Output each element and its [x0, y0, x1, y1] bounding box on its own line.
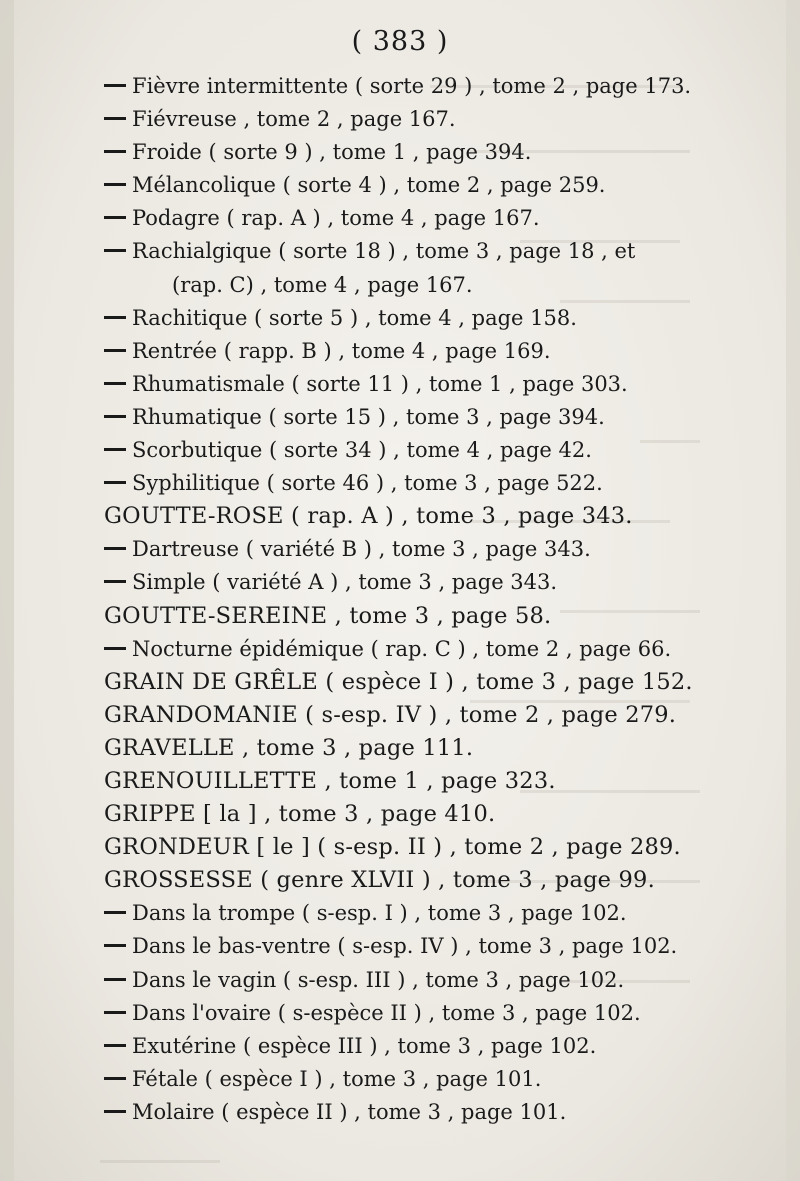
index-main-entry: [0, 500, 800, 533]
entry-text: Dans le vagin ( s-esp. III ) , tome 3 , page 102.: [132, 967, 625, 992]
em-dash-mark: [104, 117, 126, 120]
entry-text: Syphilitique ( sorte 46 ) , tome 3 , page 522.: [132, 471, 603, 496]
index-sub-entry: [0, 1063, 800, 1096]
entry-text: Scorbutique ( sorte 34 ) , tome 4 , page 42.: [132, 438, 592, 463]
index-sub-entry: [0, 136, 800, 169]
entry-text: Fiévreuse , tome 2 , page 167.: [132, 107, 456, 132]
index-sub-entry: [0, 235, 800, 268]
entry-text: GRAIN DE GRÊLE ( espèce I ) , tome 3 , page 152.: [104, 668, 693, 695]
em-dash-mark: [104, 547, 126, 550]
em-dash-mark: [104, 1011, 126, 1014]
em-dash-mark: [104, 481, 126, 484]
entry-text: Rachitique ( sorte 5 ) , tome 4 , page 158.: [132, 305, 577, 330]
index-sub-entry: [0, 1096, 800, 1129]
entry-text: GOUTTE-ROSE ( rap. A ) , tome 3 , page 343.: [104, 503, 633, 530]
index-sub-entry: [0, 302, 800, 335]
entry-text: (rap. C) , tome 4 , page 167.: [172, 272, 473, 297]
em-dash-mark: [104, 448, 126, 451]
em-dash-mark: [104, 316, 126, 319]
entry-text: Fièvre intermittente ( sorte 29 ) , tome 2 , page 173.: [132, 74, 692, 98]
entry-text: GRAVELLE , tome 3 , page 111.: [104, 734, 474, 761]
entry-text: Dans l'ovaire ( s-espèce II ) , tome 3 , page 102.: [132, 1000, 641, 1025]
index-sub-entry: [0, 169, 800, 202]
em-dash-mark: [104, 1077, 126, 1080]
index-sub-entry: [0, 964, 800, 997]
index-sub-entry: [0, 401, 800, 434]
index-sub-entry: [0, 930, 800, 963]
em-dash-mark: [104, 216, 126, 219]
entry-text: Fétale ( espèce I ) , tome 3 , page 101.: [132, 1066, 542, 1091]
entry-text: Exutérine ( espèce III ) , tome 3 , page 102.: [132, 1033, 597, 1058]
index-sub-entry: [0, 103, 800, 136]
em-dash-mark: [104, 415, 126, 418]
em-dash-mark: [104, 382, 126, 385]
em-dash-mark: [104, 1044, 126, 1047]
index-sub-entry: [0, 997, 800, 1030]
em-dash-mark: [104, 911, 126, 914]
page-number: ( 383 ): [351, 26, 449, 57]
index-main-entry: [0, 666, 800, 699]
index-sub-entry: [0, 533, 800, 566]
em-dash-mark: [104, 84, 126, 87]
entry-text: Rachialgique ( sorte 18 ) , tome 3 , page 18 , et: [132, 239, 636, 264]
index-sub-entry: [0, 335, 800, 368]
entry-text: Dartreuse ( variété B ) , tome 3 , page 343.: [132, 537, 591, 562]
em-dash-mark: [104, 944, 126, 947]
index-sub-entry: [0, 897, 800, 930]
entry-text: Dans la trompe ( s-esp. I ) , tome 3 , page 102.: [132, 901, 627, 926]
entry-text: Froide ( sorte 9 ) , tome 1 , page 394.: [132, 140, 532, 165]
em-dash-mark: [104, 978, 126, 981]
index-main-entry: [0, 732, 800, 765]
index-sub-entry: [0, 633, 800, 666]
entry-text: GRENOUILLETTE , tome 1 , page 323.: [104, 767, 556, 794]
entry-text: Rentrée ( rapp. B ) , tome 4 , page 169.: [132, 338, 551, 363]
index-sub-entry: [0, 1030, 800, 1063]
entry-text: Simple ( variété A ) , tome 3 , page 343.: [132, 570, 558, 595]
entry-text: Dans le bas-ventre ( s-esp. IV ) , tome 3 , page 102.: [132, 934, 678, 959]
entry-text: GRIPPE [ la ] , tome 3 , page 410.: [104, 801, 496, 828]
entry-text: Podagre ( rap. A ) , tome 4 , page 167.: [132, 206, 540, 231]
index-main-entry: [0, 765, 800, 798]
em-dash-mark: [104, 249, 126, 252]
index-main-entry: [0, 798, 800, 831]
em-dash-mark: [104, 1110, 126, 1113]
em-dash-mark: [104, 647, 126, 650]
index-main-entry: [0, 831, 800, 864]
entry-text: GRANDOMANIE ( s-esp. IV ) , tome 2 , page 279.: [104, 701, 677, 728]
index-main-entry: [0, 864, 800, 897]
entry-text: Mélancolique ( sorte 4 ) , tome 2 , page 259.: [132, 173, 606, 198]
index-main-entry: [0, 699, 800, 732]
entry-text: Rhumatismale ( sorte 11 ) , tome 1 , page 303.: [132, 371, 628, 396]
index-sub-entry: [0, 70, 800, 103]
em-dash-mark: [104, 183, 126, 186]
entry-text: GRONDEUR [ le ] ( s-esp. II ) , tome 2 , page 289.: [104, 834, 681, 861]
entry-text: Rhumatique ( sorte 15 ) , tome 3 , page 394.: [132, 404, 605, 429]
index-entry-continuation: [0, 269, 800, 302]
entry-text: GOUTTE-SEREINE , tome 3 , page 58.: [104, 602, 552, 629]
index-sub-entry: [0, 467, 800, 500]
entry-text: Molaire ( espèce II ) , tome 3 , page 101.: [132, 1099, 567, 1124]
entry-text: Nocturne épidémique ( rap. C ) , tome 2 , page 66.: [132, 636, 672, 661]
index-main-entry: [0, 600, 800, 633]
index-sub-entry: [0, 368, 800, 401]
index-sub-entry: [0, 434, 800, 467]
em-dash-mark: [104, 349, 126, 352]
entry-text: GROSSESSE ( genre XLVII ) , tome 3 , page 99.: [104, 867, 655, 894]
index-sub-entry: [0, 202, 800, 235]
index-sub-entry: [0, 566, 800, 599]
em-dash-mark: [104, 150, 126, 153]
index-entries: [0, 70, 800, 1129]
em-dash-mark: [104, 580, 126, 583]
